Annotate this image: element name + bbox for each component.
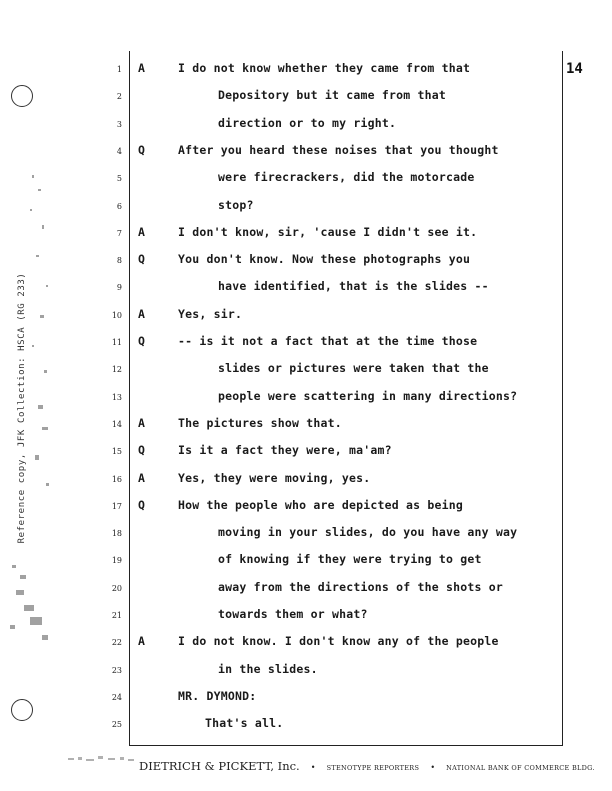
line-text: towards them or what?	[218, 607, 368, 621]
line-number: 18	[111, 529, 122, 539]
transcript-line	[0, 333, 612, 353]
line-text: away from the directions of the shots or	[218, 579, 503, 594]
line-number: 9	[116, 283, 122, 293]
line-text: Depository but it came from that	[218, 88, 446, 103]
transcript-line	[0, 661, 612, 681]
footer-address: NATIONAL BANK OF COMMERCE BLDG.	[446, 764, 595, 772]
speaker-label: Q	[138, 334, 145, 348]
transcript-line	[0, 360, 612, 380]
line-text: MR. DYMOND:	[178, 688, 257, 703]
transcript-line	[0, 470, 612, 490]
footer-separator-dot: •	[430, 763, 436, 772]
line-number: 14	[111, 419, 122, 429]
line-text: have identified, that is the slides --	[218, 279, 489, 294]
transcript-line	[0, 306, 612, 326]
transcript-line	[0, 251, 612, 271]
speaker-label: Q	[138, 142, 145, 157]
transcript-line	[0, 87, 612, 107]
line-text: -- is it not a fact that at the time those	[178, 334, 478, 348]
speaker-label: Q	[138, 497, 145, 512]
line-number: 19	[111, 556, 122, 566]
line-text: slides or pictures were taken that the	[218, 361, 489, 376]
line-number: 12	[111, 365, 122, 375]
line-text: I do not know whether they came from that	[178, 61, 471, 75]
line-text: of knowing if they were trying to get	[218, 552, 482, 567]
transcript-line	[0, 224, 612, 244]
line-text: Is it a fact they were, ma'am?	[178, 443, 392, 458]
line-text: direction or to my right.	[218, 115, 397, 130]
page-number: 14	[566, 61, 583, 77]
transcript-line	[0, 197, 612, 217]
transcript-line	[0, 415, 612, 435]
line-number: 21	[111, 611, 122, 620]
line-number: 23	[111, 665, 122, 675]
transcript-line	[0, 60, 612, 80]
transcript-line	[0, 551, 612, 571]
line-number: 6	[116, 201, 122, 211]
line-number: 7	[116, 228, 122, 238]
footer-firm: DIETRICH & PICKETT, Inc.	[139, 759, 300, 773]
transcript-line	[0, 497, 612, 517]
scan-smudge	[66, 752, 138, 766]
line-number: 5	[116, 174, 122, 184]
line-number: 16	[111, 474, 122, 484]
speaker-label: A	[138, 470, 145, 485]
speaker-label: A	[138, 224, 145, 239]
line-text: stop?	[218, 197, 254, 212]
line-text: How the people who are depicted as being	[178, 497, 463, 512]
transcript-line	[0, 633, 612, 653]
line-text: were firecrackers, did the motorcade	[218, 170, 475, 185]
line-text: You don't know. Now these photographs you	[178, 252, 471, 267]
transcript-line	[0, 142, 612, 162]
transcript-line	[0, 278, 612, 298]
archive-reference-label: Reference copy, JFK Collection: HSCA (RG 233)	[17, 272, 27, 544]
line-number: 10	[111, 310, 122, 320]
line-text: I do not know. I don't know any of the people	[178, 634, 499, 649]
line-number: 24	[111, 692, 122, 702]
transcript-line	[0, 442, 612, 462]
line-text: The pictures show that.	[178, 415, 342, 430]
transcript-line	[0, 169, 612, 189]
line-number: 20	[111, 583, 122, 593]
line-number: 22	[111, 638, 122, 648]
transcript-line	[0, 715, 612, 735]
transcript-line	[0, 388, 612, 408]
speaker-label: A	[138, 306, 145, 321]
line-text: That's all.	[205, 716, 284, 731]
footer-reporters: STENOTYPE REPORTERS	[326, 764, 420, 772]
transcript-line	[0, 115, 612, 135]
transcript-line	[0, 524, 612, 544]
transcript-line	[0, 606, 612, 626]
line-text: people were scattering in many directions?	[218, 388, 518, 403]
footer-separator-dot: •	[310, 763, 316, 772]
line-text: Yes, sir.	[178, 306, 243, 321]
reporter-footer	[139, 755, 595, 774]
line-number: 25	[111, 720, 122, 730]
line-text: moving in your slides, do you have any way	[218, 525, 518, 540]
line-number: 15	[111, 447, 122, 457]
line-text: I don't know, sir, 'cause I didn't see it.	[178, 224, 478, 239]
transcript-line	[0, 579, 612, 599]
line-number: 3	[116, 119, 122, 129]
line-number: 17	[111, 501, 122, 511]
line-text: Yes, they were moving, yes.	[178, 470, 371, 485]
speaker-label: Q	[138, 443, 145, 458]
line-number: 1	[116, 65, 122, 74]
speaker-label: Q	[138, 252, 145, 267]
transcript-line	[0, 688, 612, 708]
speaker-label: A	[138, 61, 145, 75]
line-text: After you heard these noises that you thought	[178, 142, 499, 157]
line-number: 11	[111, 338, 122, 347]
speaker-label: A	[138, 634, 145, 649]
line-number: 13	[111, 392, 122, 402]
line-number: 2	[116, 92, 122, 102]
line-number: 4	[116, 146, 122, 156]
line-text: in the slides.	[218, 661, 318, 676]
speaker-label: A	[138, 415, 145, 430]
line-number: 8	[116, 256, 122, 266]
